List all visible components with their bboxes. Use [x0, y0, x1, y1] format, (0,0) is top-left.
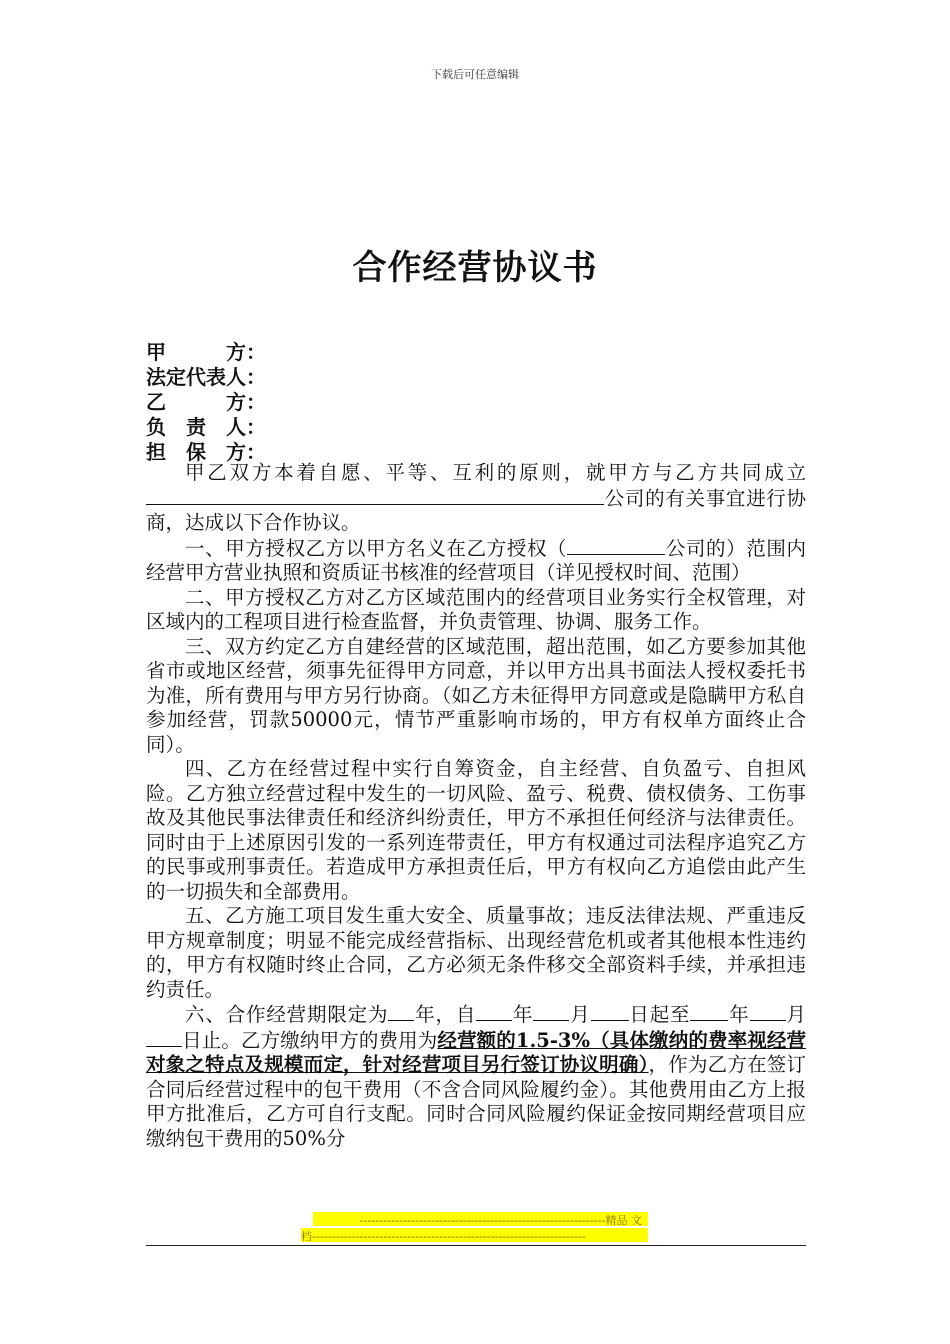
intro-text-2: 公司的有关事宜进行协商，达成以下合作协议。: [146, 486, 806, 534]
responsible-label: 负 责 人：: [146, 415, 266, 439]
footer-watermark-line-2: 档---------------------------------------------------------------------: [301, 1228, 648, 1242]
legal-rep-label: 法定代表人：: [146, 365, 266, 389]
clause-6-text: 年: [728, 1003, 750, 1026]
party-a-label: 甲 方：: [146, 340, 266, 364]
guarantor-label: 担 保 方：: [146, 440, 266, 464]
end-month-blank: [750, 1002, 786, 1021]
clause-1-text-1: 一、甲方授权乙方以甲方名义在乙方授权（: [185, 536, 568, 560]
clause-6: [146, 1002, 806, 1151]
clause-3: 三、双方约定乙方自建经营的区域范围，超出范围，如乙方要参加其他省市或地区经营，须事先征得甲方同意，并以甲方出具书面法人授权委托书为准，所有费用与甲方另行协商。（如乙方未征得甲方同意或是隐瞒甲方私自参加经营，罚款50000元，情节严重影响市场的，甲方有权单方面终止合同）。: [146, 634, 806, 756]
end-day-blank: [146, 1028, 182, 1047]
term-years-blank: [388, 1002, 414, 1021]
clause-1: [146, 536, 806, 586]
clause-1-text-2: 公司的）范围内经营甲方营业执照和资质证书核准的经营项目（详见授权时间、范围）: [146, 536, 806, 584]
clause-6-text: ，作为乙方在签订合同后经营过程中的包干费用（不含合同风险履约金）。其他费用由乙方上报甲方批准后，乙方可自行支配。同时合同风险履约保证金按同期经营项目应缴纳包干费用的50%分: [146, 1053, 806, 1150]
intro-text-1: 甲乙双方本着自愿、平等、互利的原则，就甲方与乙方共同成立: [185, 461, 806, 484]
clause-6-text: 年，自: [414, 1003, 477, 1026]
intro-paragraph: [146, 461, 806, 536]
agreement-body: [146, 461, 806, 1151]
clause-6-text: 日止。乙方缴纳甲方的费用为: [182, 1028, 438, 1052]
clause-6-text: 月: [785, 1003, 806, 1026]
clause-6-text: 年: [512, 1003, 534, 1026]
clause-5: 五、乙方施工项目发生重大安全、质量事故；违反法律法规、严重违反甲方规章制度；明显不能完成经营指标、出现经营危机或者其他根本性违约的，甲方有权随时终止合同，乙方必须无条件移交全部资料手续，并承担违约责任。: [146, 904, 806, 1001]
start-month-blank: [533, 1002, 569, 1021]
footer-rule: [146, 1245, 806, 1246]
start-year-blank: [476, 1002, 512, 1021]
clause-2: 二、甲方授权乙方对乙方区域范围内的经营项目业务实行全权管理，对区域内的工程项目进行检查监督，并负责管理、协调、服务工作。: [146, 585, 806, 633]
parties-block: [146, 340, 806, 465]
start-day-blank: [591, 1002, 629, 1021]
clause-6-text: 日起至: [628, 1003, 691, 1026]
clause-6-text: 六、合作经营期限定为: [185, 1003, 389, 1026]
document-title: 合作经营协议书: [352, 248, 598, 288]
party-b-label: 乙 方：: [146, 390, 266, 414]
footer-watermark-line-1: --------------------------------------------------------------精品 文: [313, 1212, 648, 1226]
authorized-company-blank: [567, 536, 665, 555]
end-year-blank: [690, 1002, 728, 1021]
clause-4: 四、乙方在经营过程中实行自筹资金，自主经营、自负盈亏、自担风险。乙方独立经营过程中发生的一切风险、盈亏、税费、债权债务、工伤事故及其他民事法律责任和经济纠纷责任，甲方不承担任何经济与法律责任。同时由于上述原因引发的一系列连带责任，甲方有权通过司法程序追究乙方的民事或刑事责任。若造成甲方承担责任后，甲方有权向乙方追偿由此产生的一切损失和全部费用。: [146, 757, 806, 903]
header-note: 下载后可任意编辑: [431, 68, 519, 81]
clause-6-text: 月: [569, 1003, 591, 1026]
fee-rate-highlight: 经营额的1.5-3%（具体缴纳的费率视经营对象之特点及规模而定，针对经营项目另行签订协议明确）: [146, 1028, 806, 1076]
company-name-blank: [146, 486, 604, 505]
